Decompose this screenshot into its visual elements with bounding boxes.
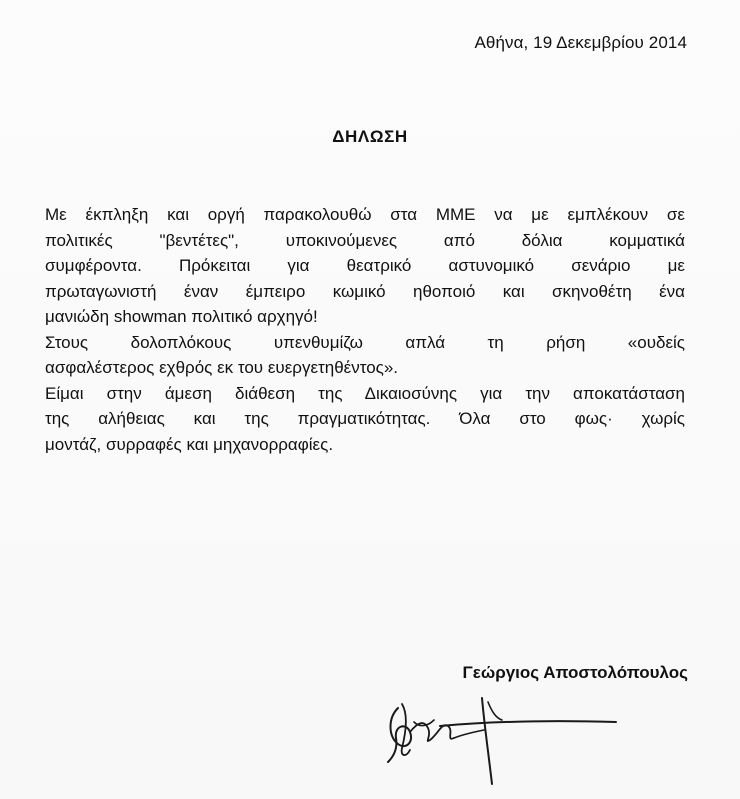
statement-line: συμφέροντα. Πρόκειται για θεατρικό αστυνομικό σενάριο με xyxy=(45,256,685,275)
statement-line: της αλήθειας και της πραγματικότητας. Όλα στο φως· χωρίς xyxy=(45,409,685,428)
statement-body xyxy=(45,202,685,457)
statement-line: ασφαλέστερος εχθρός εκ του ευεργετηθέντος». xyxy=(45,358,399,377)
statement-line: Στους δολοπλόκους υπενθυμίζω απλά τη ρήση «ουδείς xyxy=(45,332,685,352)
statement-line: μανιώδη showman πολιτικό αρχηγό! xyxy=(45,307,318,326)
document-title: ΔΗΛΩΣΗ xyxy=(332,127,408,146)
document-date: Αθήνα, 19 Δεκεμβρίου 2014 xyxy=(474,33,687,52)
statement-line: Είμαι στην άμεση διάθεση της Δικαιοσύνης για την αποκατάσταση xyxy=(45,383,685,403)
statement-line: μοντάζ, συρραφές και μηχανορραφίες. xyxy=(45,434,334,454)
statement-line: πολιτικές "βεντέτες", υποκινούμενες από δόλια κομματικά xyxy=(45,230,685,250)
handwritten-signature xyxy=(384,692,624,792)
statement-line: πρωταγωνιστή έναν έμπειρο κωμικό ηθοποιό και σκηνοθέτη ένα xyxy=(45,281,685,301)
signer-name: Γεώργιος Αποστολόπουλος xyxy=(462,663,688,682)
statement-line: Με έκπληξη και οργή παρακολουθώ στα ΜΜΕ να με εμπλέκουν σε xyxy=(45,205,685,224)
